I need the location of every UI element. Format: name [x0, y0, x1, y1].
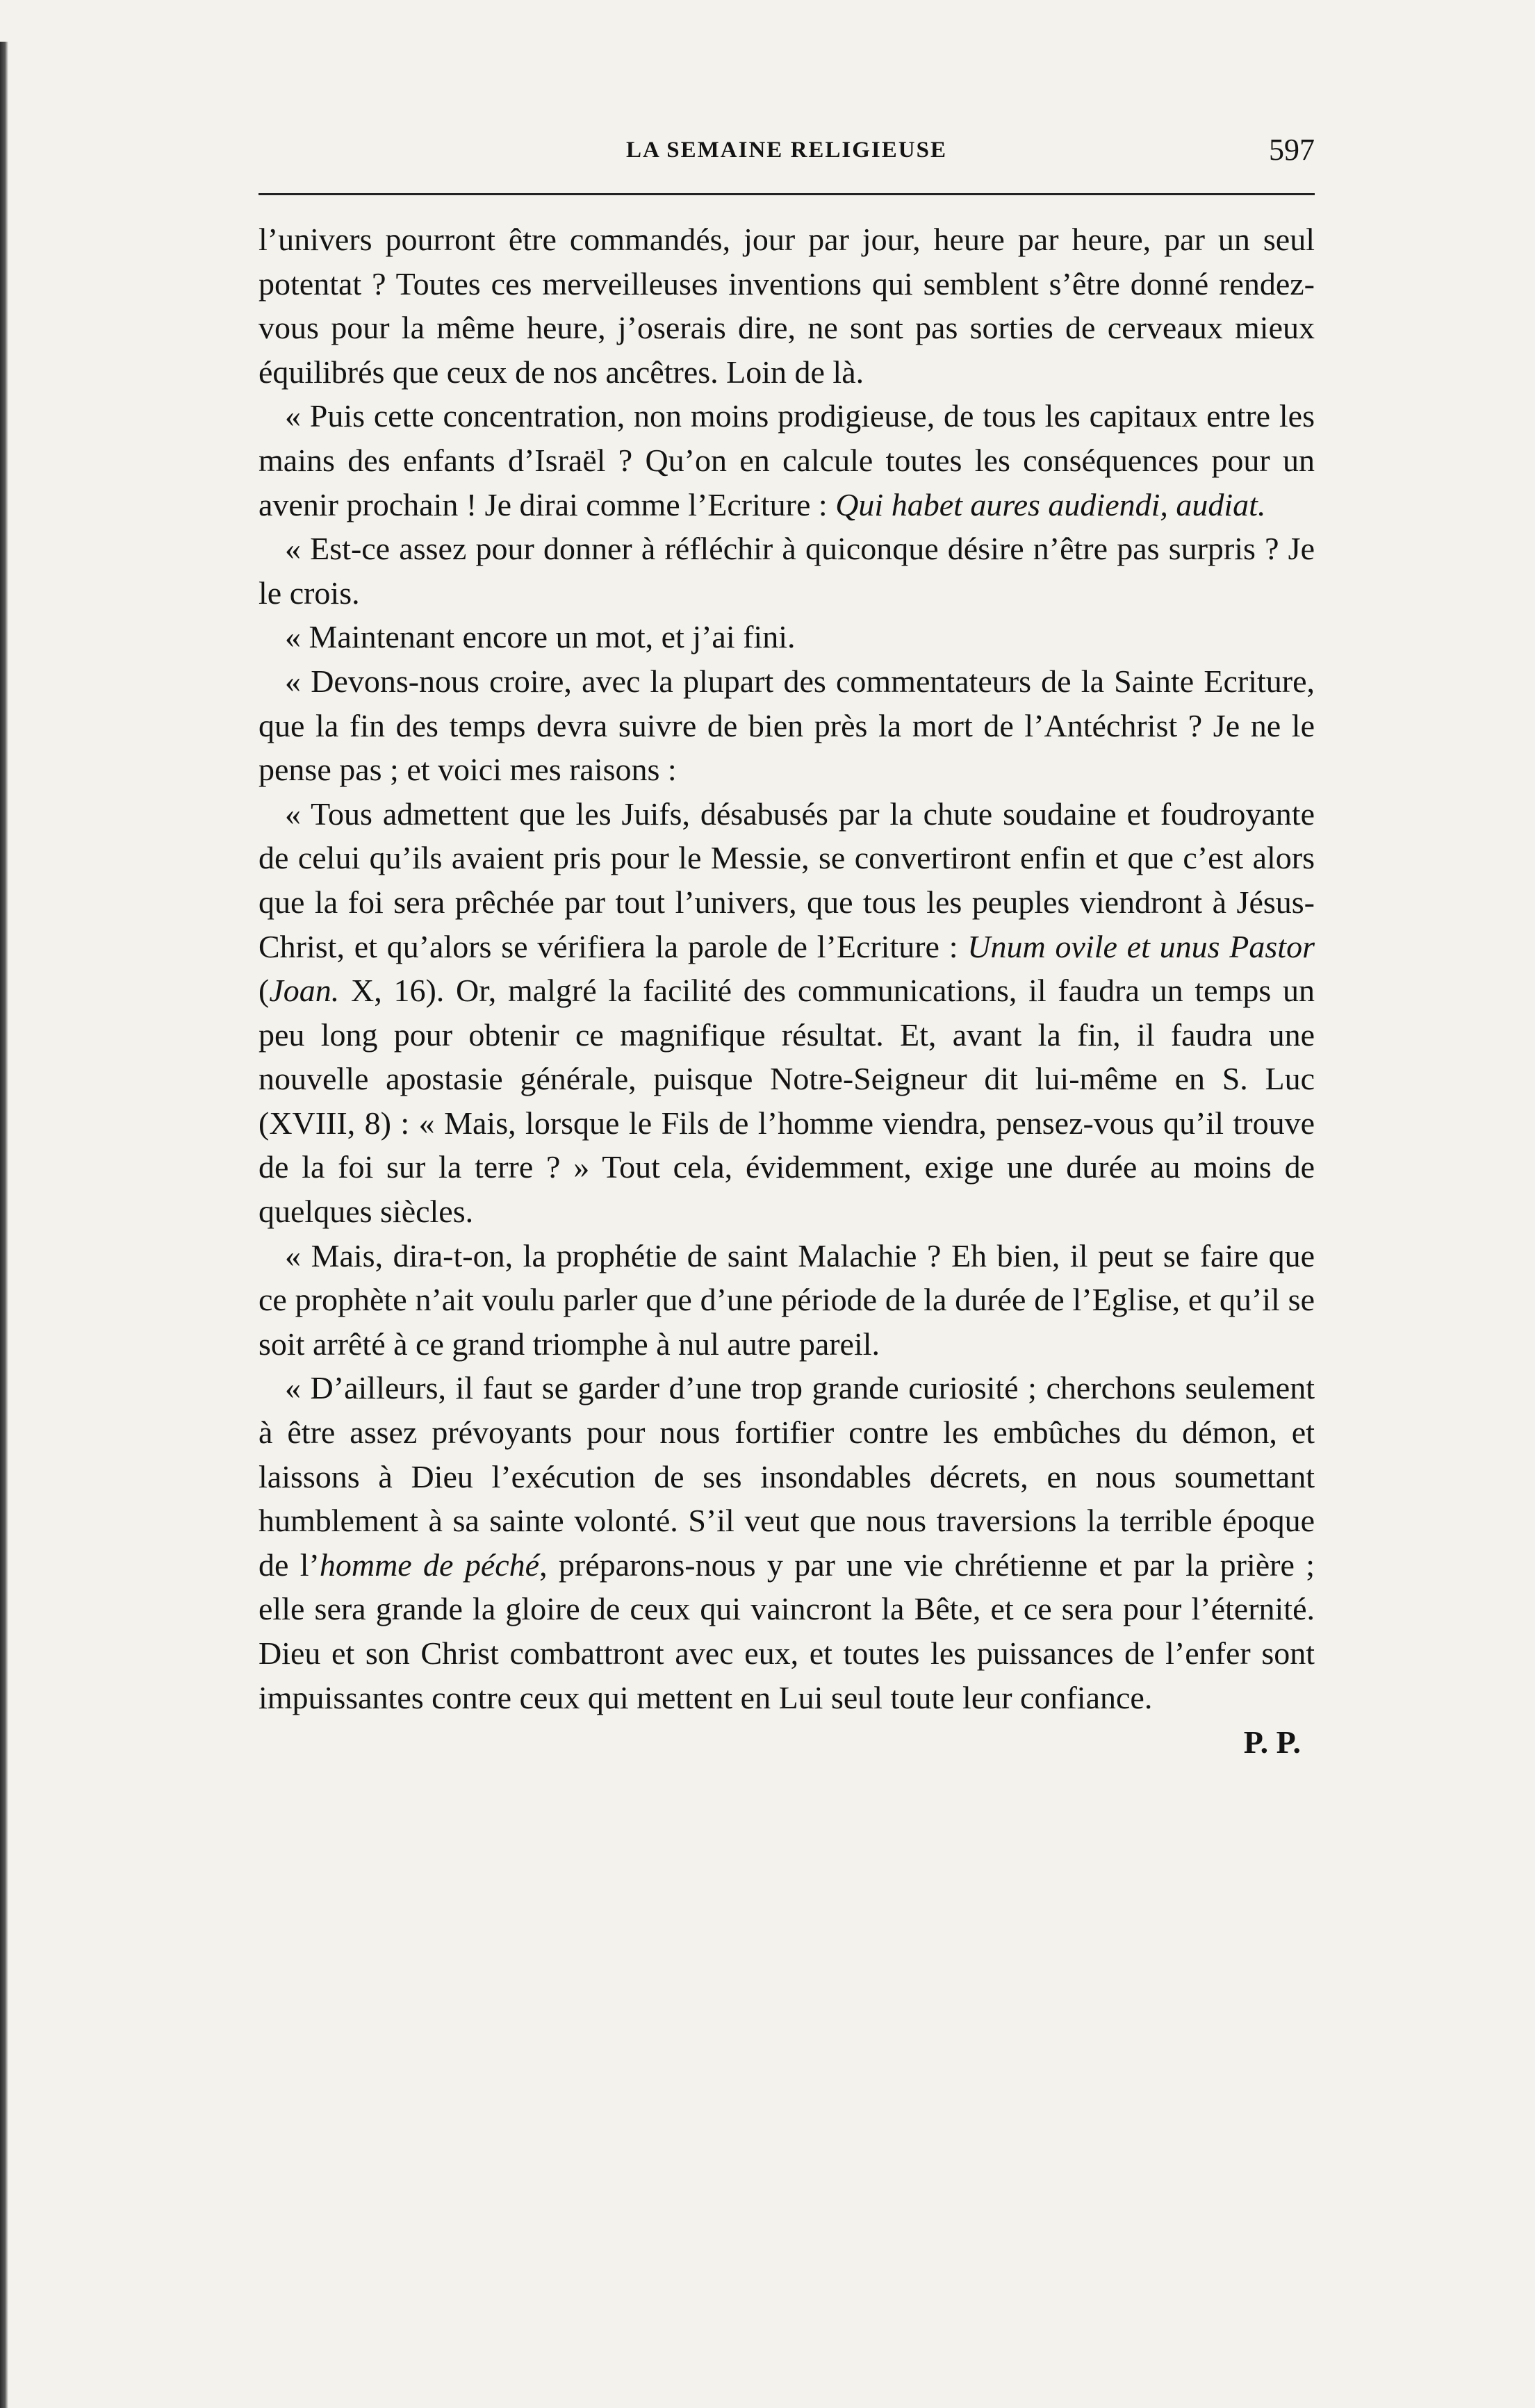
text-run: ( — [258, 973, 270, 1009]
running-head — [258, 132, 1315, 181]
paragraph — [258, 527, 1315, 615]
text-run: X, 16). Or, malgré la facilité des communications, il faudra un temps un peu long pour obtenir ce magnifique résultat. Et, avant la fin, il faudra une nouvelle apostasie générale, puisque Notre-Seigneur dit lui-même en S. Luc (XVIII, 8) : « Mais, lorsque le Fils de l’homme viendra, pensez-vous qu’il trouve de la foi sur la terre ? » Tout cela, évidemment, exige une durée au moins de quelques siècles. — [258, 973, 1315, 1230]
paragraph — [258, 217, 1315, 394]
body-text — [258, 217, 1315, 1720]
text-run: « D’ailleurs, il faut se garder d’une trop grande curiosité ; cherchons seulement à être assez prévoyants pour nous fortifier contre les embûches du démon, et laissons à Dieu l’exécution de ses insondables décrets, en nous soumettant humblement à sa sainte volonté. S’il veut que nous traversions la terrible époque de l’ — [258, 1370, 1315, 1583]
text-run: « Tous admettent que les Juifs, désabusés par la chute soudaine et foudroyante de celui qu’ils avaient pris pour le Messie, se convertiront enfin et que c’est alors que la foi sera prêchée par tout l’univers, que tous les peuples viendront à Jésus-Christ, et qu’alors se vérifiera la parole de l’Ecriture : — [258, 795, 1315, 964]
italic-text: Joan. — [269, 973, 340, 1009]
italic-text: homme de péché — [319, 1547, 540, 1583]
text-run: « Mais, dira-t-on, la prophétie de saint Malachie ? Eh bien, il peut se faire que ce prophète n’ait voulu parler que d’une période de la durée de l’Eglise, et qu’il se soit arrêté à ce grand triomphe à nul autre pareil. — [258, 1237, 1315, 1362]
paragraph — [258, 615, 1315, 659]
signature: P. P. — [1243, 1724, 1301, 1760]
paragraph — [258, 394, 1315, 527]
page-number: 597 — [1269, 133, 1315, 167]
paragraph — [258, 792, 1315, 1234]
page — [258, 132, 1315, 1760]
text-run: l’univers pourront être commandés, jour par jour, heure par heure, par un seul potentat ? Toutes ces merveilleuses inventions qui semblent s’être donné rendez-vous pour la même heure, j’oserais dire, ne sont pas sorties de cerveaux mieux équilibrés que ceux de nos ancêtres. Loin de là. — [258, 222, 1315, 390]
text-run: « Puis cette concentration, non moins prodigieuse, de tous les capitaux entre les mains des enfants d’Israël ? Qu’on en calcule toutes les conséquences pour un avenir prochain ! Je dirai comme l’Ecriture : — [258, 398, 1315, 522]
paragraph — [258, 659, 1315, 792]
text-run: , préparons-nous y par une vie chrétienne et par la prière ; elle sera grande la gloire de ceux qui vaincront la Bête, et ce sera pour l’éternité. Dieu et son Christ combattront avec eux, et toutes les puissances de l’enfer sont impuissantes contre ceux qui mettent en Lui seul toute leur confiance. — [258, 1547, 1315, 1715]
binding-edge — [0, 42, 8, 2408]
italic-text: Unum ovile et unus Pastor — [967, 928, 1315, 964]
header-rule — [258, 193, 1315, 195]
italic-text: Qui habet aures audiendi, audiat. — [835, 486, 1266, 522]
text-run: « Devons-nous croire, avec la plupart des commentateurs de la Sainte Ecriture, que la fin des temps devra suivre de bien près la mort de l’Antéchrist ? Je ne le pense pas ; et voici mes raisons : — [258, 663, 1315, 788]
text-run: « Est-ce assez pour donner à réfléchir à quiconque désire n’être pas surpris ? Je le crois. — [258, 531, 1315, 611]
paragraph — [258, 1366, 1315, 1720]
text-run: « Maintenant encore un mot, et j’ai fini. — [285, 619, 796, 655]
paragraph — [258, 1234, 1315, 1367]
running-title: LA SEMAINE RELIGIEUSE — [626, 138, 947, 163]
